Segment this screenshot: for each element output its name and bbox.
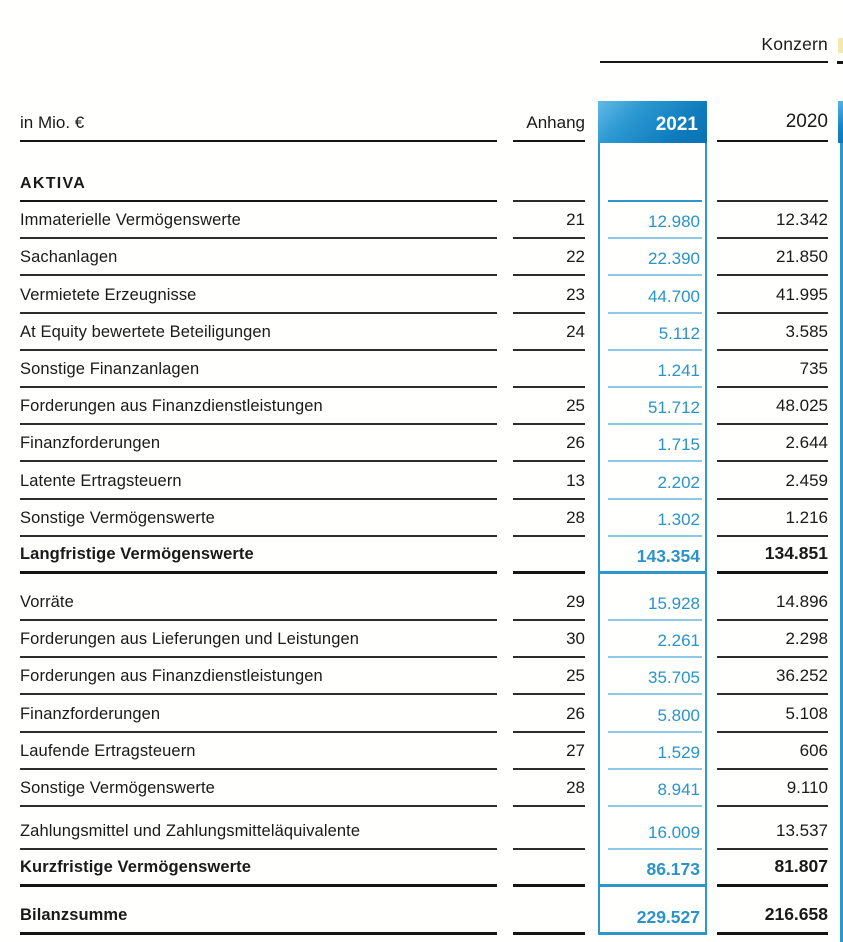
row-value-2021-text: 44.700 — [648, 286, 700, 306]
row-anhang: 25 — [513, 388, 585, 425]
row-label: Laufende Ertragsteuern — [20, 733, 497, 770]
row-anhang: 26 — [513, 425, 585, 462]
table-row — [0, 500, 843, 537]
table-row — [0, 276, 843, 313]
row-label: Sonstige Vermögenswerte — [20, 770, 497, 807]
row-value-2021-text: 1.241 — [657, 360, 700, 380]
row-label: Sachanlagen — [20, 239, 497, 276]
table-row — [0, 850, 843, 887]
table-row — [0, 314, 843, 351]
row-value-2020: 14.896 — [717, 584, 828, 621]
table-row — [0, 239, 843, 276]
table-row — [0, 695, 843, 732]
row-anhang — [513, 813, 585, 850]
row-label: Forderungen aus Finanzdienstleistungen — [20, 388, 497, 425]
row-value-2021 — [598, 813, 707, 850]
row-value-2020: 36.252 — [717, 658, 828, 695]
clipped-next-group-label — [838, 38, 843, 53]
row-value-2020: 48.025 — [717, 388, 828, 425]
row-value-2021-text: 1.302 — [657, 509, 700, 529]
row-label: Finanzforderungen — [20, 425, 497, 462]
row-label: Immaterielle Vermögenswerte — [20, 202, 497, 239]
row-value-2021 — [598, 658, 707, 695]
row-value-2020: 12.342 — [717, 202, 828, 239]
table-row — [0, 897, 843, 934]
row-anhang: 30 — [513, 621, 585, 658]
row-label: Bilanzsumme — [20, 897, 497, 934]
row-value-2021-text: 16.009 — [648, 823, 700, 843]
table-row — [0, 621, 843, 658]
row-anhang: 26 — [513, 695, 585, 732]
row-value-2021-text: 51.712 — [648, 398, 700, 418]
column-header-2021: 2021 — [598, 101, 707, 143]
table-row — [0, 733, 843, 770]
row-value-2021-text: 1.529 — [657, 742, 700, 762]
row-value-2021-text: 2.202 — [657, 472, 700, 492]
row-label: Vorräte — [20, 584, 497, 621]
row-value-2021 — [598, 733, 707, 770]
row-label: Zahlungsmittel und Zahlungsmitteläquivalente — [20, 813, 497, 850]
row-value-2021-text: 1.715 — [657, 435, 700, 455]
row-value-2020: 21.850 — [717, 239, 828, 276]
row-label: Sonstige Finanzanlagen — [20, 351, 497, 388]
row-value-2021-text: 15.928 — [648, 594, 700, 614]
table-row — [0, 658, 843, 695]
row-value-2020: 3.585 — [717, 314, 828, 351]
row-value-2021 — [598, 850, 707, 887]
row-anhang: 27 — [513, 733, 585, 770]
row-value-2021-text: 22.390 — [648, 249, 700, 269]
row-anhang — [513, 537, 585, 574]
row-value-2020: 735 — [717, 351, 828, 388]
row-anhang: 25 — [513, 658, 585, 695]
row-anhang: 21 — [513, 202, 585, 239]
row-label: Langfristige Vermögenswerte — [20, 537, 497, 574]
row-value-2021-text: 5.800 — [657, 705, 700, 725]
row-label: Vermietete Erzeugnisse — [20, 276, 497, 313]
row-value-2020 — [717, 143, 828, 202]
row-value-2020: 134.851 — [717, 537, 828, 574]
row-value-2021 — [598, 388, 707, 425]
table-row — [0, 813, 843, 850]
row-value-2021-text: 143.354 — [636, 545, 700, 566]
row-anhang: 28 — [513, 500, 585, 537]
row-value-2021 — [598, 314, 707, 351]
column-header-2020: 2020 — [717, 100, 828, 142]
row-value-2020: 1.216 — [717, 500, 828, 537]
table-row — [0, 388, 843, 425]
row-rule-2021 — [599, 571, 706, 574]
row-label: AKTIVA — [20, 143, 497, 202]
column-header-unit: in Mio. € — [20, 100, 497, 142]
row-value-2021 — [598, 537, 707, 574]
row-value-2021 — [598, 695, 707, 732]
table-rows — [0, 143, 843, 935]
row-value-2020: 9.110 — [717, 770, 828, 807]
row-value-2020: 41.995 — [717, 276, 828, 313]
row-label: Forderungen aus Lieferungen und Leistungen — [20, 621, 497, 658]
table-row — [0, 143, 843, 202]
row-value-2021 — [598, 351, 707, 388]
row-rule-2021 — [599, 932, 706, 935]
row-value-2020: 81.807 — [717, 850, 828, 887]
row-value-2021-text: 12.980 — [648, 212, 700, 232]
row-value-2021 — [598, 621, 707, 658]
row-label: Kurzfristige Vermögenswerte — [20, 850, 497, 887]
row-value-2021 — [598, 143, 707, 202]
row-value-2021-text: 2.261 — [657, 631, 700, 651]
row-anhang — [513, 897, 585, 934]
row-value-2020: 2.298 — [717, 621, 828, 658]
row-value-2021-text: 5.112 — [658, 323, 700, 343]
row-anhang — [513, 351, 585, 388]
row-label: At Equity bewertete Beteiligungen — [20, 314, 497, 351]
clipped-next-group-rule — [837, 61, 843, 64]
row-value-2021 — [598, 462, 707, 499]
row-value-2021 — [598, 239, 707, 276]
table-row — [0, 351, 843, 388]
row-label: Forderungen aus Finanzdienstleistungen — [20, 658, 497, 695]
row-anhang — [513, 850, 585, 887]
row-value-2021-text: 8.941 — [657, 780, 700, 799]
row-anhang: 28 — [513, 770, 585, 807]
row-value-2021-text: 229.527 — [636, 906, 700, 927]
group-header-label: Konzern — [761, 34, 828, 54]
row-value-2021 — [598, 276, 707, 313]
row-value-2020: 606 — [717, 733, 828, 770]
row-value-2020: 5.108 — [717, 695, 828, 732]
row-value-2021 — [598, 202, 707, 239]
row-value-2021-text: 86.173 — [646, 859, 700, 880]
row-value-2021 — [598, 425, 707, 462]
row-rule-2021 — [608, 805, 702, 807]
table-row — [0, 770, 843, 807]
row-value-2021 — [598, 584, 707, 621]
table-row — [0, 202, 843, 239]
row-label: Finanzforderungen — [20, 695, 497, 732]
row-label: Latente Ertragsteuern — [20, 462, 497, 499]
row-anhang: 13 — [513, 462, 585, 499]
row-anhang: 24 — [513, 314, 585, 351]
row-value-2020: 2.644 — [717, 425, 828, 462]
table-row — [0, 537, 843, 574]
row-value-2021 — [598, 770, 707, 807]
row-anhang: 23 — [513, 276, 585, 313]
row-value-2020: 13.537 — [717, 813, 828, 850]
row-value-2021 — [598, 500, 707, 537]
row-label: Sonstige Vermögenswerte — [20, 500, 497, 537]
table-row — [0, 462, 843, 499]
column-header-anhang: Anhang — [513, 100, 585, 142]
row-value-2020: 2.459 — [717, 462, 828, 499]
row-value-2020: 216.658 — [717, 897, 828, 934]
clipped-next-column-header-box — [838, 101, 843, 143]
row-rule-2021 — [599, 884, 706, 887]
row-anhang — [513, 143, 585, 202]
row-anhang: 22 — [513, 239, 585, 276]
row-value-2021 — [598, 897, 707, 934]
table-row — [0, 584, 843, 621]
row-anhang: 29 — [513, 584, 585, 621]
row-value-2021-text: 35.705 — [648, 668, 700, 688]
table-row — [0, 425, 843, 462]
group-header-konzern — [600, 34, 828, 63]
